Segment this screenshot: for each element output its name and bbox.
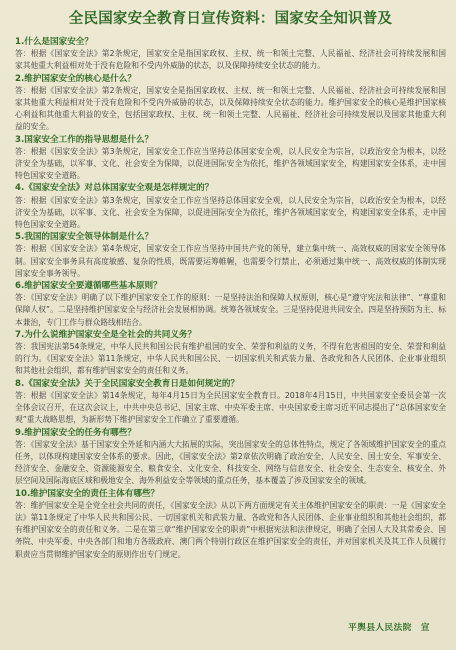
qa-list [15,36,446,561]
qa-item-9 [15,427,446,488]
qa-item-4 [15,182,446,231]
qa-item-7 [15,329,446,378]
question-7: 7.为什么说维护国家安全是全社会的共同义务？ [15,329,197,340]
issuer-signature: 平舆县人民法院 宣 [348,623,430,633]
question-5: 5.我国的国家安全领导体制是什么？ [15,232,154,243]
answer-1: 答：根据《国家安全法》第2条规定，国家安全是指国家政权、主权、统一和领土完整、人民福祉、经济社会可持续发展和国家其他重大利益相对处于没有危险和不受内外威胁的状态，以及保障持续安全状态的能力。 [15,49,446,71]
question-2: 2.维护国家安全的核心是什么？ [15,73,136,84]
answer-5: 答：根据《国家安全法》第4条规定，国家安全工作应当坚持中国共产党的领导，建立集中统一、高效权威的国家安全领导体制。国家安全事务具有高度敏感、复杂的性质，既需要运筹帷幄，也需要令行禁止，必须通过集中统一、高效权威的体制实现国家安全事务领导。 [15,244,446,278]
answer-8: 答：根据《国家安全法》第14条规定，每年4月15日为全民国家安全教育日。2018年4月15日，中共国家安全委员会第一次全体会议召开，在这次会议上，中共中央总书记、国家主席、中央军委主席、中央国家委主席习近平同志提出了“总体国家安全观”重大战略思想，为新形势下维护国家安全工作确立了重要遵循。 [15,390,446,425]
question-6: 6.维护国家安全要遵循哪些基本原则？ [15,281,162,292]
answer-10: 答：维护国家安全是全党全社会共同的责任，《国家安全法》从以下两方面规定有关主体维护国家安全的职责：一是《国家安全法》第11条规定了中华人民共和国公民、一切国家机关和武装力量、各政党和各人民团体、企业事业组织和其他社会组织，都有维护国家安全的责任和义务。二是在第三章“维护国家安全的职责”中根据宪法和法律规定，明确了全国人大及其常委会、国务院、中央军委、中央各部门和地方各级政府、澳门两个特别行政区在维护国家安全的责任，并对国家机关及其工作人员履行职责应当贯彻维护国家安全的原则作出专门规定。 [15,500,446,559]
question-4: 4.《国家安全法》对总体国家安全观是怎样规定的？ [15,183,214,194]
answer-4: 答：根据《国家安全法》第3条规定，国家安全工作应当坚持总体国家安全观，以人民安全为宗旨，以政治安全为根本，以经济安全为基础，以军事、文化、社会安全为保障，以促进国际安全为依托，维护各领域国家安全，构建国家安全体系，走中国特色国家安全道路。 [15,195,446,230]
answer-2: 答：根据《国家安全法》第2条规定，国家安全是指国家政权、主权、统一和领土完整、人民福祉、经济社会可持续发展和国家其他重大利益相对处于没有危险和不受内外威胁的状态，以及保障持续安全状态的能力。维护国家安全的核心是维护国家核心利益和其他重大利益的安全，包括国家政权、主权、统一和领土完整、人民福祉、经济社会可持续发展以及国家其他重大利益的安全。 [15,85,446,132]
qa-item-2 [15,73,446,134]
answer-3: 答：根据《国家安全法》第3条规定，国家安全工作应当坚持总体国家安全观，以人民安全为宗旨，以政治安全为根本，以经济安全为基础，以军事、文化、社会安全为保障，以促进国际安全为依托，维护各领域国家安全，构建国家安全体系，走中国特色国家安全道路。 [15,146,446,181]
qa-item-10 [15,488,446,561]
question-10: 10.维护国家安全的责任主体有哪些？ [15,488,160,499]
answer-9: 答：《国家安全法》基于国家安全外延和内涵大大拓展的实际，突出国家安全的总体性特点，规定了各领域维护国家安全的重点任务，以体现构建国家安全体系的要求。因此，《国家安全法》第2章依次明确了政治安全、人民安全、国土安全、军事安全、经济安全、金融安全、资源能源安全、粮食安全、文化安全、科技安全、网络与信息安全、社会安全、生态安全、核安全、外层空间及国际海底区域和极地安全、海外利益安全等领域的重点任务，基本覆盖了涉及国家安全的领域。 [15,439,446,486]
page-title: 全民国家安全教育日宣传资料：国家安全知识普及 [68,11,393,27]
qa-item-1 [15,36,446,73]
question-9: 9.维护国家安全的任务有哪些？ [15,427,136,438]
qa-item-8 [15,378,446,427]
qa-item-5 [15,231,446,280]
answer-6: 答：《国家安全法》明确了以下维护国家安全工作的原则：一是坚持法治和保障人权原则，核心是“遵守宪法和法律”、“尊重和保障人权”。二是坚持维护国家安全与经济社会发展相协调。统筹各领域安全。三是坚持促进共同安全。四是坚持预防为主、标本兼治，专门工作与群众路线相结合。 [15,293,446,327]
qa-item-3 [15,134,446,183]
question-1: 1.什么是国家安全？ [15,37,93,47]
answer-7: 答：我国宪法第54条规定，中华人民共和国公民有维护祖国的安全、荣誉和利益的义务，不得有危害祖国的安全、荣誉和利益的行为。《国家安全法》第11条规定，中华人民共和国公民、一切国家机关和武装力量、各政党和各人民团体、企业事业组织和其他社会组织，都有维护国家安全的责任和义务。 [15,342,446,376]
qa-item-6 [15,280,446,329]
question-3: 3.国家安全工作的指导思想是什么？ [15,134,154,145]
question-8: 8.《国家安全法》关于全民国家安全教育日是如何规定的？ [15,378,240,389]
